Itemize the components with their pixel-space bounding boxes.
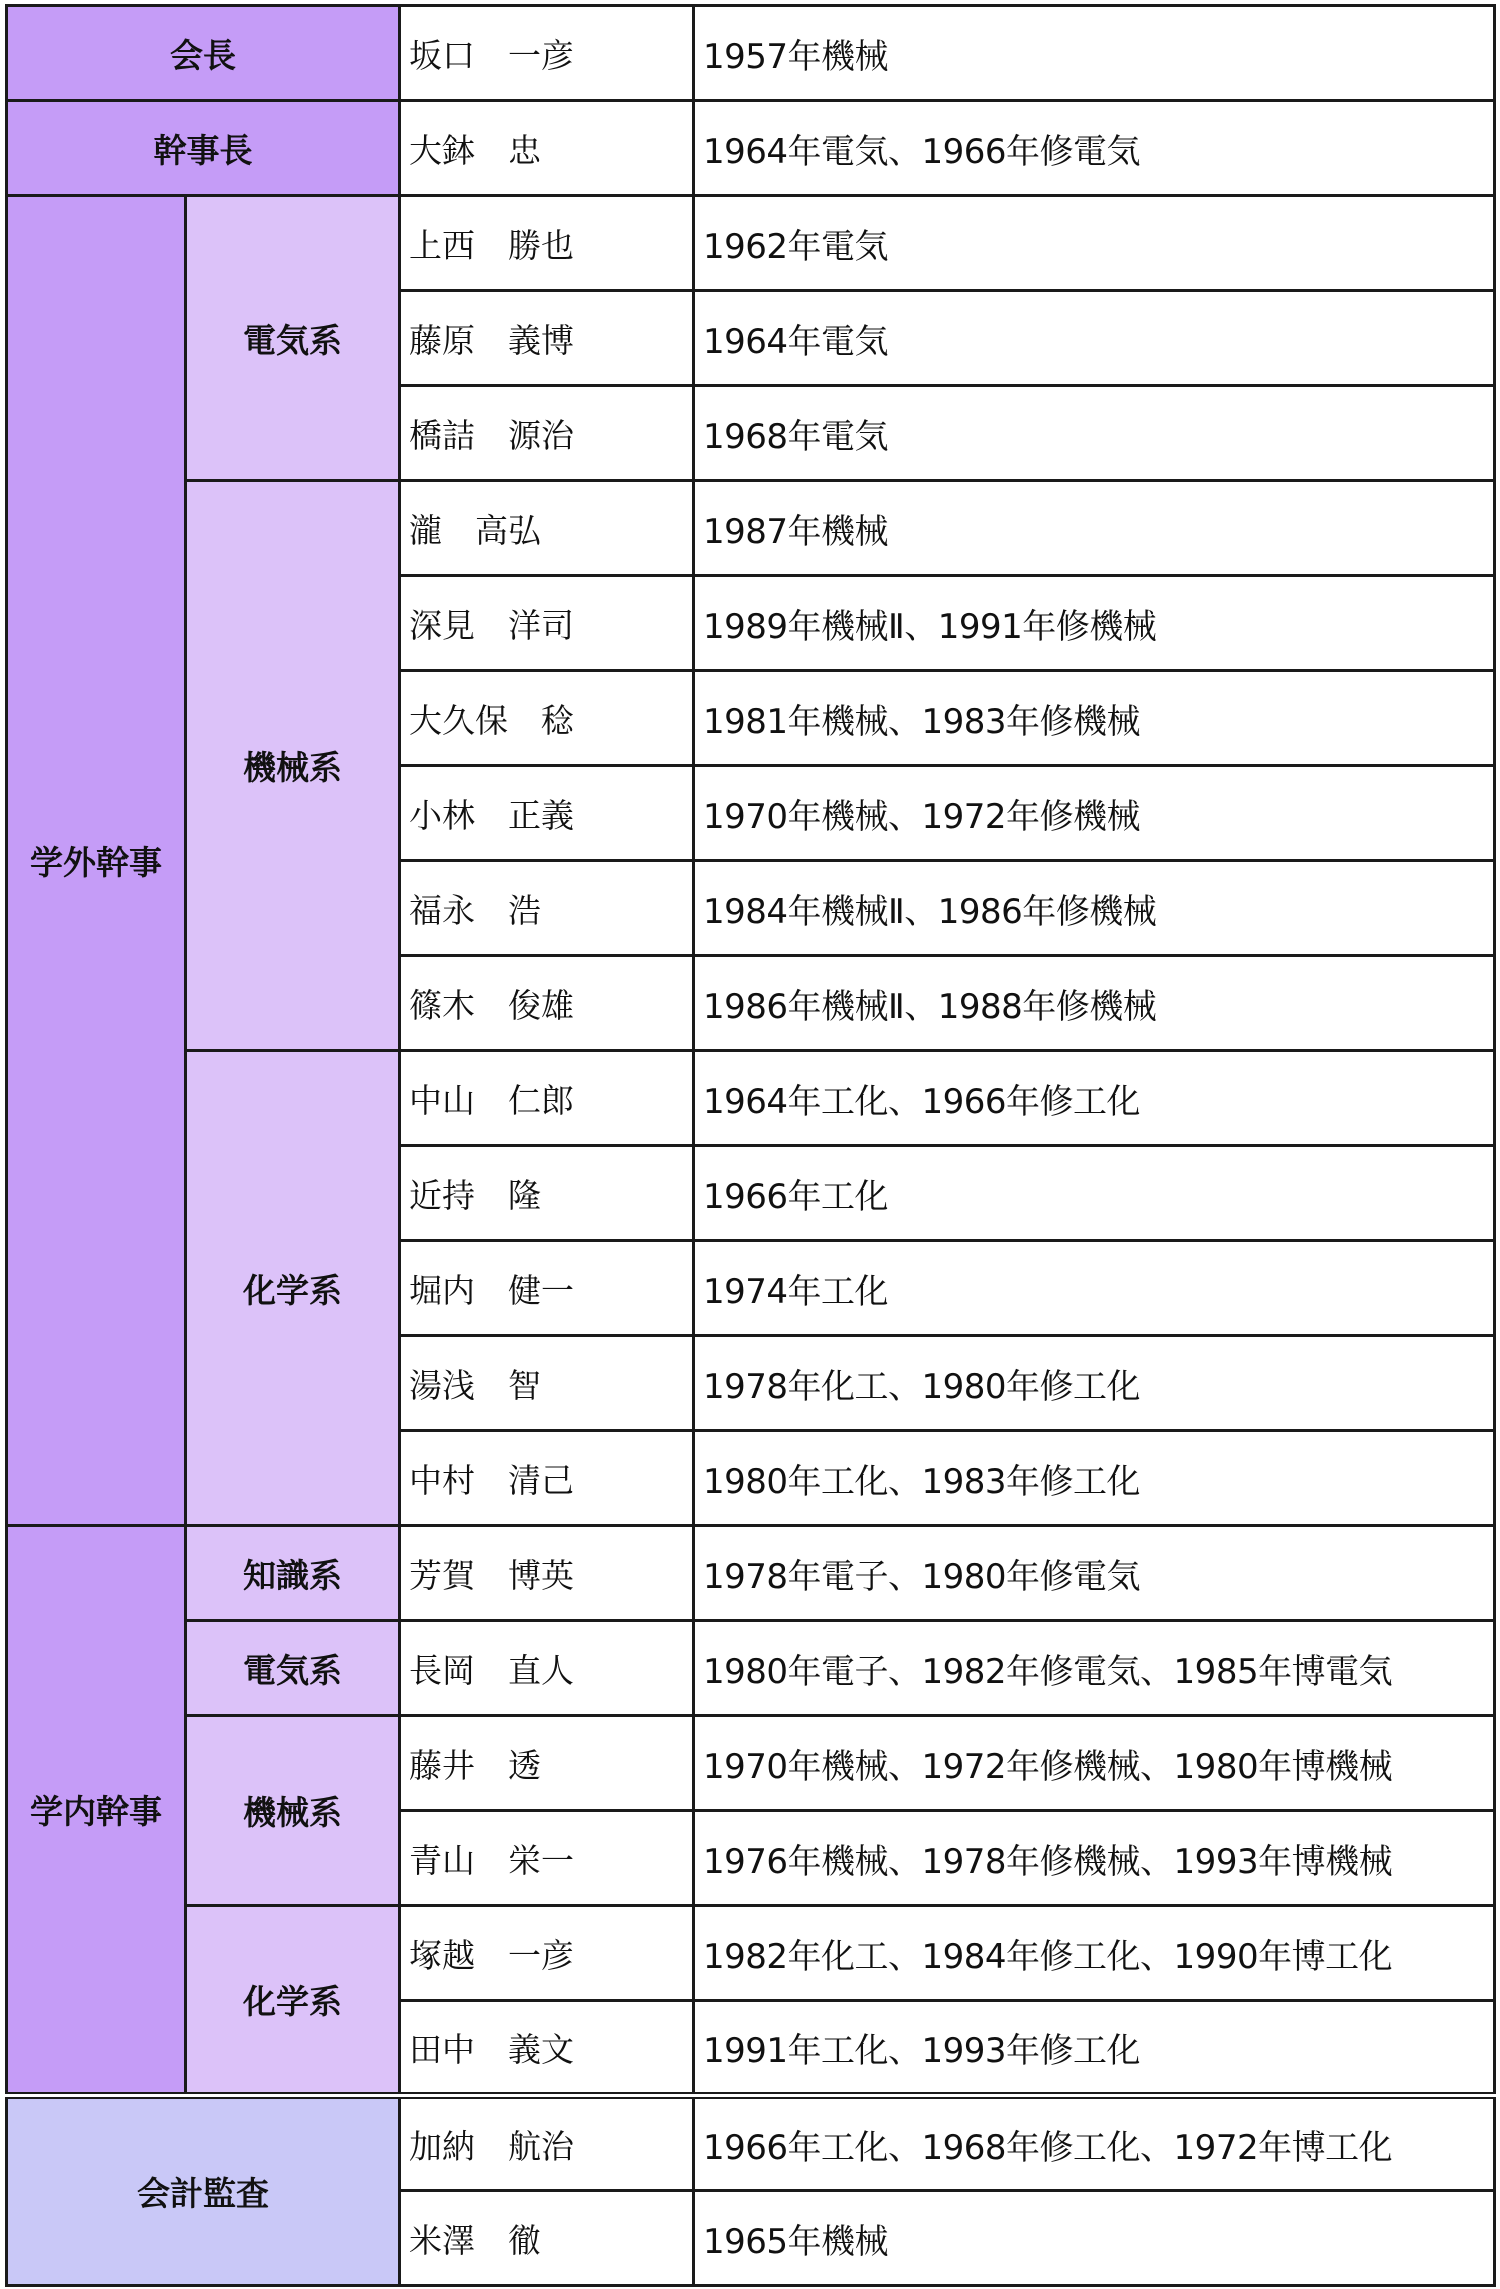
member-name: 橋詰 源治 <box>400 386 694 481</box>
role-label: 学内幹事 <box>7 1526 186 2096</box>
member-history: 1964年電気、1966年修電気 <box>694 101 1495 196</box>
table-row <box>7 1526 1495 1621</box>
member-history: 1978年電子、1980年修電気 <box>694 1526 1495 1621</box>
member-name: 中山 仁郎 <box>400 1051 694 1146</box>
member-name: 長岡 直人 <box>400 1621 694 1716</box>
member-name: 上西 勝也 <box>400 196 694 291</box>
role-label: 学外幹事 <box>7 196 186 1526</box>
role-label: 会長 <box>7 6 400 101</box>
member-name: 福永 浩 <box>400 861 694 956</box>
department-label: 機械系 <box>186 481 400 1051</box>
table-row <box>7 1051 1495 1146</box>
department-label: 電気系 <box>186 196 400 481</box>
table-row <box>7 196 1495 291</box>
member-history: 1980年工化、1983年修工化 <box>694 1431 1495 1526</box>
member-name: 深見 洋司 <box>400 576 694 671</box>
member-history: 1970年機械、1972年修機械、1980年博機械 <box>694 1716 1495 1811</box>
member-history: 1987年機械 <box>694 481 1495 576</box>
member-history: 1974年工化 <box>694 1241 1495 1336</box>
member-name: 青山 栄一 <box>400 1811 694 1906</box>
officer-table-body <box>7 6 1495 2286</box>
member-history: 1964年電気 <box>694 291 1495 386</box>
member-history: 1982年化工、1984年修工化、1990年博工化 <box>694 1906 1495 2001</box>
member-name: 田中 義文 <box>400 2001 694 2096</box>
department-label: 電気系 <box>186 1621 400 1716</box>
table-row <box>7 1906 1495 2001</box>
member-name: 湯浅 智 <box>400 1336 694 1431</box>
member-name: 加納 航治 <box>400 2096 694 2191</box>
member-name: 堀内 健一 <box>400 1241 694 1336</box>
member-name: 大久保 稔 <box>400 671 694 766</box>
member-history: 1980年電子、1982年修電気、1985年博電気 <box>694 1621 1495 1716</box>
table-row <box>7 1716 1495 1811</box>
role-label: 幹事長 <box>7 101 400 196</box>
officer-table <box>5 4 1496 2287</box>
table-row <box>7 1621 1495 1716</box>
member-history: 1965年機械 <box>694 2191 1495 2286</box>
member-name: 藤原 義博 <box>400 291 694 386</box>
department-label: 化学系 <box>186 1906 400 2096</box>
member-history: 1986年機械Ⅱ、1988年修機械 <box>694 956 1495 1051</box>
member-history: 1964年工化、1966年修工化 <box>694 1051 1495 1146</box>
member-history: 1966年工化 <box>694 1146 1495 1241</box>
member-history: 1966年工化、1968年修工化、1972年博工化 <box>694 2096 1495 2191</box>
member-history: 1978年化工、1980年修工化 <box>694 1336 1495 1431</box>
member-history: 1984年機械Ⅱ、1986年修機械 <box>694 861 1495 956</box>
member-name: 塚越 一彦 <box>400 1906 694 2001</box>
table-row <box>7 2096 1495 2191</box>
member-name: 中村 清己 <box>400 1431 694 1526</box>
member-name: 大鉢 忠 <box>400 101 694 196</box>
member-history: 1981年機械、1983年修機械 <box>694 671 1495 766</box>
role-label: 会計監査 <box>7 2096 400 2286</box>
department-label: 化学系 <box>186 1051 400 1526</box>
member-history: 1989年機械Ⅱ、1991年修機械 <box>694 576 1495 671</box>
department-label: 機械系 <box>186 1716 400 1906</box>
member-history: 1957年機械 <box>694 6 1495 101</box>
member-name: 近持 隆 <box>400 1146 694 1241</box>
table-row <box>7 481 1495 576</box>
table-row <box>7 6 1495 101</box>
member-name: 小林 正義 <box>400 766 694 861</box>
member-name: 篠木 俊雄 <box>400 956 694 1051</box>
member-name: 米澤 徹 <box>400 2191 694 2286</box>
member-name: 芳賀 博英 <box>400 1526 694 1621</box>
department-label: 知識系 <box>186 1526 400 1621</box>
member-history: 1991年工化、1993年修工化 <box>694 2001 1495 2096</box>
member-name: 瀧 高弘 <box>400 481 694 576</box>
member-name: 藤井 透 <box>400 1716 694 1811</box>
member-history: 1970年機械、1972年修機械 <box>694 766 1495 861</box>
member-history: 1976年機械、1978年修機械、1993年博機械 <box>694 1811 1495 1906</box>
member-history: 1962年電気 <box>694 196 1495 291</box>
member-name: 坂口 一彦 <box>400 6 694 101</box>
member-history: 1968年電気 <box>694 386 1495 481</box>
table-row <box>7 101 1495 196</box>
